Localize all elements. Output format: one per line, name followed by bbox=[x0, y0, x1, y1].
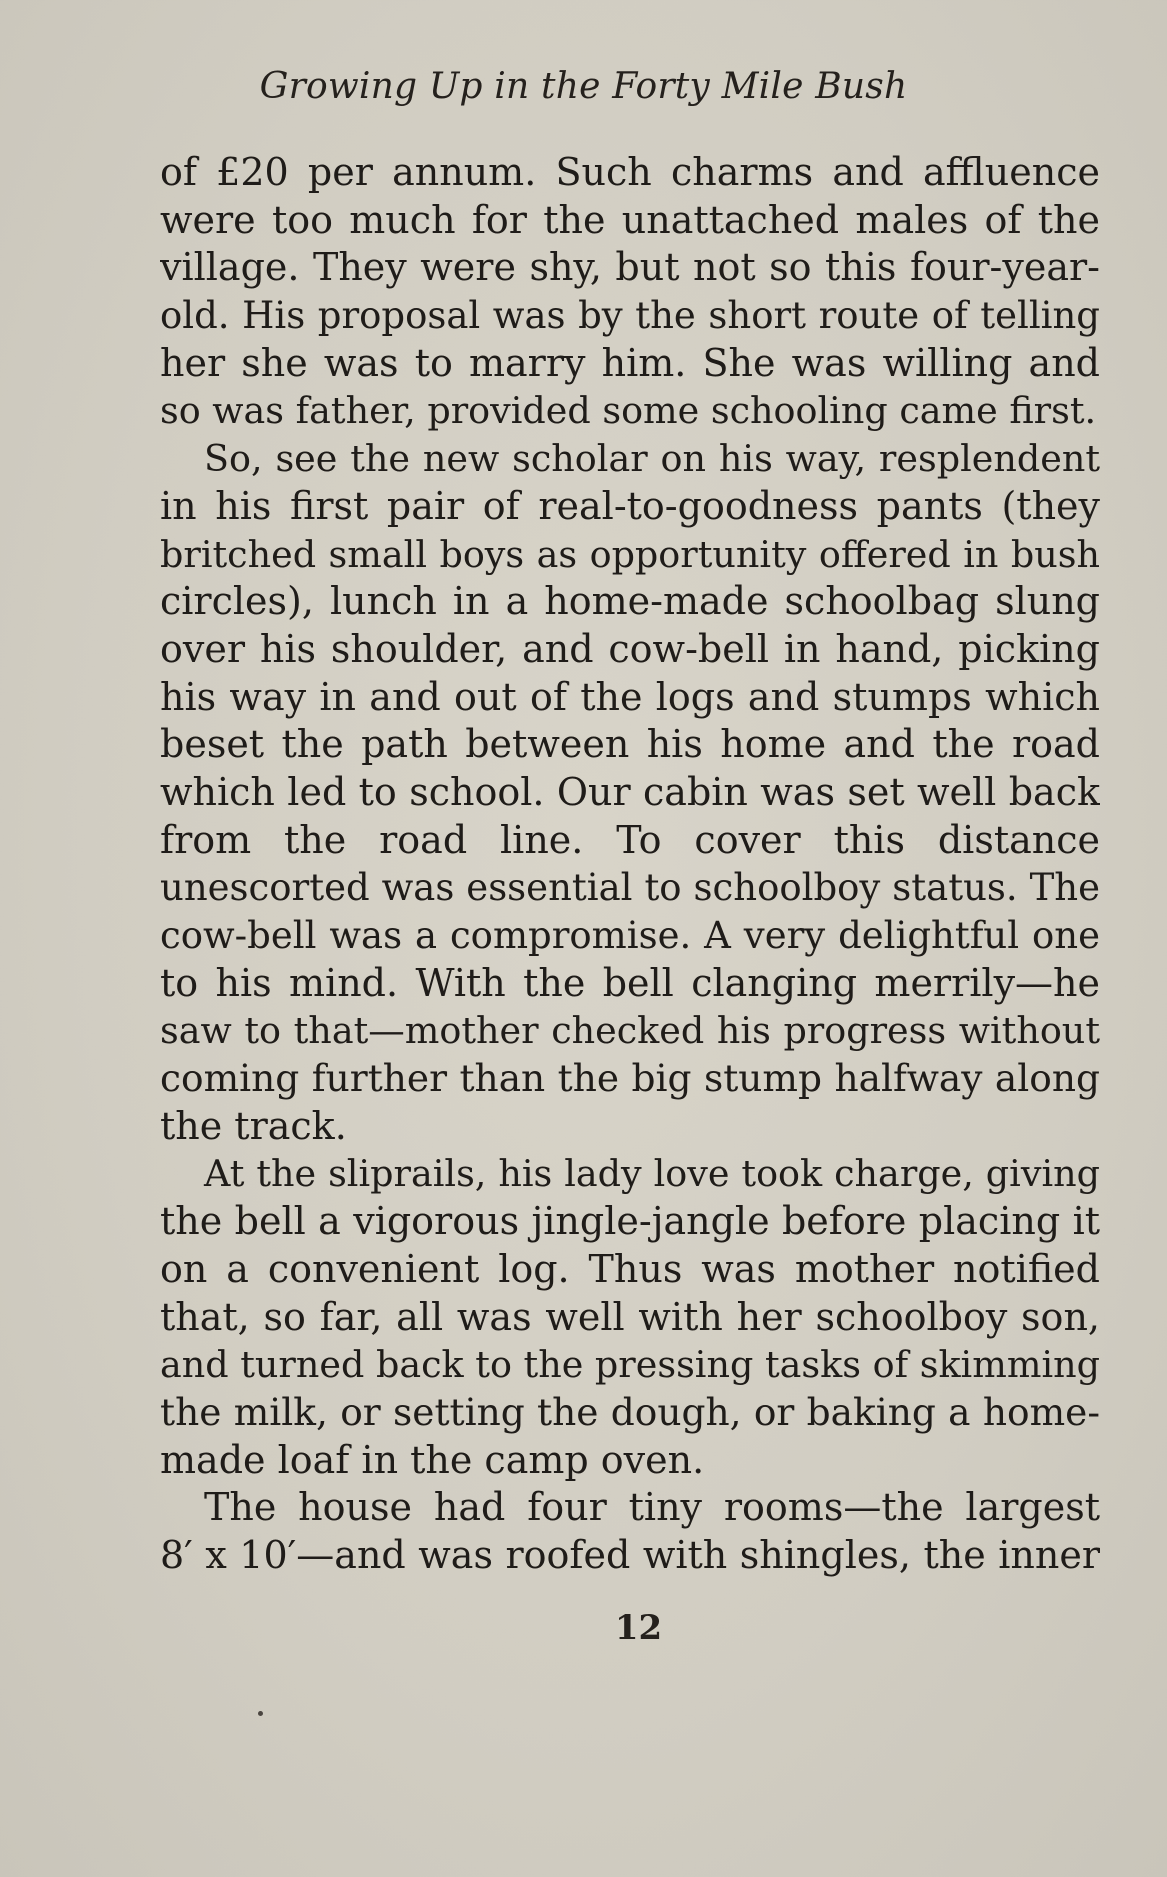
text-line: which led to school. Our cabin was set well back bbox=[160, 769, 1100, 814]
text-line: So, see the new scholar on his way, resplendent bbox=[204, 437, 1100, 481]
text-line: so was father, provided some schooling came first. bbox=[160, 389, 1097, 433]
running-head: Growing Up in the Forty Mile Bush bbox=[259, 66, 908, 107]
text-line: circles), lunch in a home-made schoolbag slung bbox=[160, 579, 1100, 624]
text-line: unescorted was essential to schoolboy status. The bbox=[160, 866, 1100, 910]
text-line: the milk, or setting the dough, or baking a home- bbox=[160, 1389, 1100, 1434]
text-line: on a convenient log. Thus was mother notified bbox=[160, 1246, 1100, 1291]
text-line: in his first pair of real-to-goodness pants (they bbox=[160, 483, 1100, 528]
text-line: village. They were shy, but not so this four-year- bbox=[160, 245, 1100, 290]
text-line: and turned back to the pressing tasks of skimming bbox=[160, 1343, 1100, 1387]
text-line: coming further than the big stump halfway along bbox=[160, 1056, 1100, 1101]
text-line: At the sliprails, his lady love took charge, giving bbox=[204, 1152, 1100, 1196]
text-line: over his shoulder, and cow-bell in hand, picking bbox=[160, 626, 1100, 671]
text-line: britched small boys as opportunity offered in bush bbox=[160, 532, 1100, 576]
text-line: made loaf in the camp oven. bbox=[160, 1437, 705, 1482]
text-line: the track. bbox=[160, 1103, 347, 1148]
text-line: his way in and out of the logs and stumps which bbox=[160, 674, 1100, 719]
text-line: saw to that—mother checked his progress without bbox=[160, 1009, 1100, 1053]
text-line: the bell a vigorous jingle-jangle before placing it bbox=[160, 1199, 1100, 1244]
text-line: her she was to marry him. She was willing and bbox=[160, 340, 1100, 385]
text-line: to his mind. With the bell clanging merrily—he bbox=[160, 960, 1100, 1005]
page-speck bbox=[258, 1711, 263, 1716]
text-line: cow-bell was a compromise. A very delightful one bbox=[160, 914, 1100, 957]
body-text bbox=[160, 149, 1100, 1580]
page-number: 12 bbox=[614, 1608, 663, 1648]
text-line: were too much for the unattached males of the bbox=[160, 197, 1100, 242]
text-line: beset the path between his home and the road bbox=[160, 722, 1100, 767]
text-line: 8′ x 10′—and was roofed with shingles, the inner bbox=[160, 1532, 1100, 1577]
text-line: that, so far, all was well with her schoolboy son, bbox=[160, 1294, 1100, 1339]
text-line: of £20 per annum. Such charms and affluence bbox=[160, 150, 1100, 194]
text-line: The house had four tiny rooms—the largest bbox=[204, 1485, 1100, 1530]
text-line: old. His proposal was by the short route of telling bbox=[160, 294, 1100, 338]
text-line: from the road line. To cover this distance bbox=[160, 817, 1100, 862]
